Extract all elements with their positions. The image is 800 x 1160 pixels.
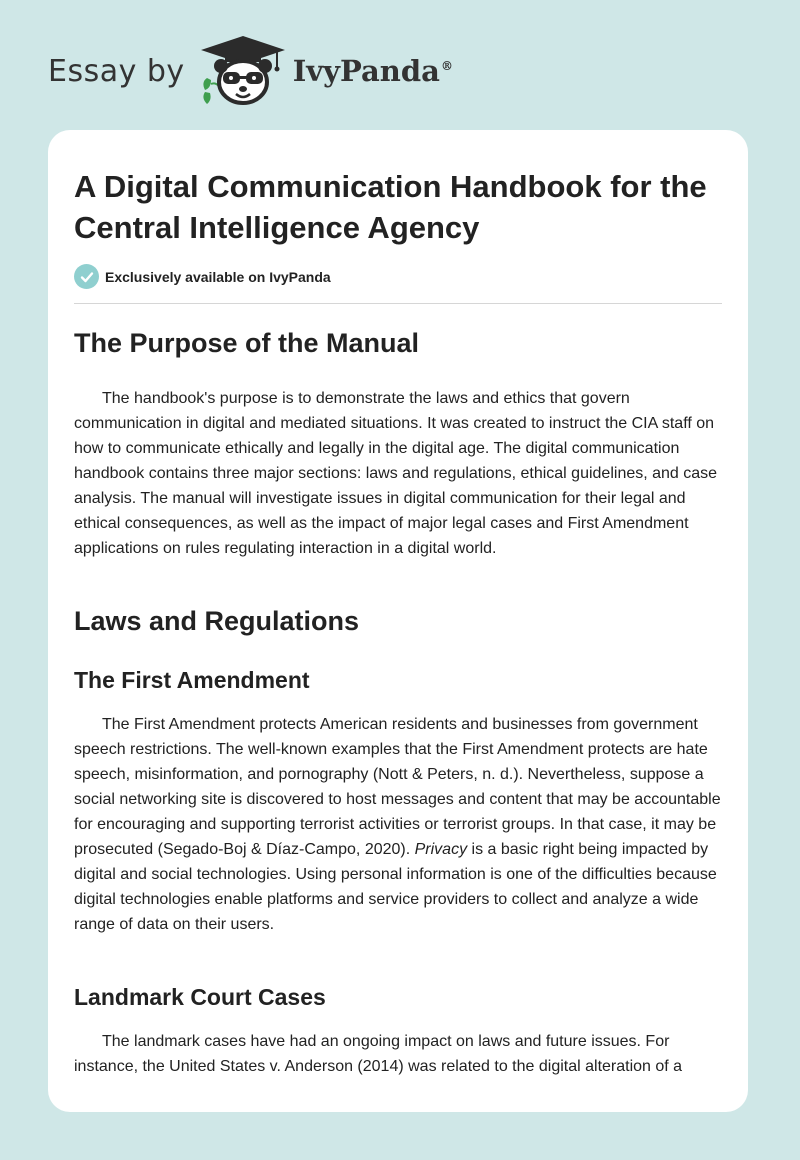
paragraph-purpose: The handbook's purpose is to demonstrate the laws and ethics that govern communication in digital and mediated situations. It was created to instruct the CIA staff on how to communicate ethically and legally in the digital age. The digital communication handbook contains three major sections: laws and regulations, ethical guidelines, and case analysis. The manual will investigate issues in digital communication for their legal and ethical consequences, as well as the impact of major legal cases and First Amendment applications on rules regulating interaction in a digital world.: [74, 390, 718, 557]
brand-name: IvyPanda®: [292, 54, 453, 88]
section-heading-purpose: The Purpose of the Manual: [74, 328, 420, 358]
page-title: A Digital Communication Handbook for the Central Intelligence Agency: [74, 169, 707, 245]
exclusive-badge: [74, 264, 331, 289]
divider: [74, 303, 722, 304]
brand-prefix: Essay by: [48, 53, 185, 89]
panda-logo-icon: [197, 34, 289, 108]
subsection-heading-landmark: Landmark Court Cases: [74, 984, 326, 1010]
subsection-heading-first-amendment: The First Amendment: [74, 667, 310, 693]
paragraph-first-amendment: The First Amendment protects American residents and businesses from government speech restrictions. The well-known examples that the First Amendment protects are hate speech, misinformation, and pornography (Nott & Peters, n. d.). Nevertheless, suppose a social networking site is discovered to host messages and content that may be accountable for encouraging and supporting terrorist activities or terrorist groups. In that case, it may be prosecuted (Segado-Boj & Díaz-Campo, 2020). Privacy is a basic right being impacted by digital and social technologies. Using personal information is one of the difficulties because digital technologies enable platforms and service providers to collect and analyze a wide range of data on their users.: [74, 716, 721, 933]
section-heading-laws: Laws and Regulations: [74, 606, 360, 636]
paragraph-landmark: The landmark cases have had an ongoing impact on laws and future issues. For instance, the United States v. Anderson (2014) was related to the digital alteration of a: [74, 1033, 683, 1075]
exclusive-label: Exclusively available on IvyPanda: [105, 268, 331, 285]
brand-header[interactable]: [48, 36, 453, 106]
essay-card: [48, 130, 748, 1112]
italic-privacy: Privacy: [414, 841, 468, 858]
check-icon: [74, 264, 99, 289]
